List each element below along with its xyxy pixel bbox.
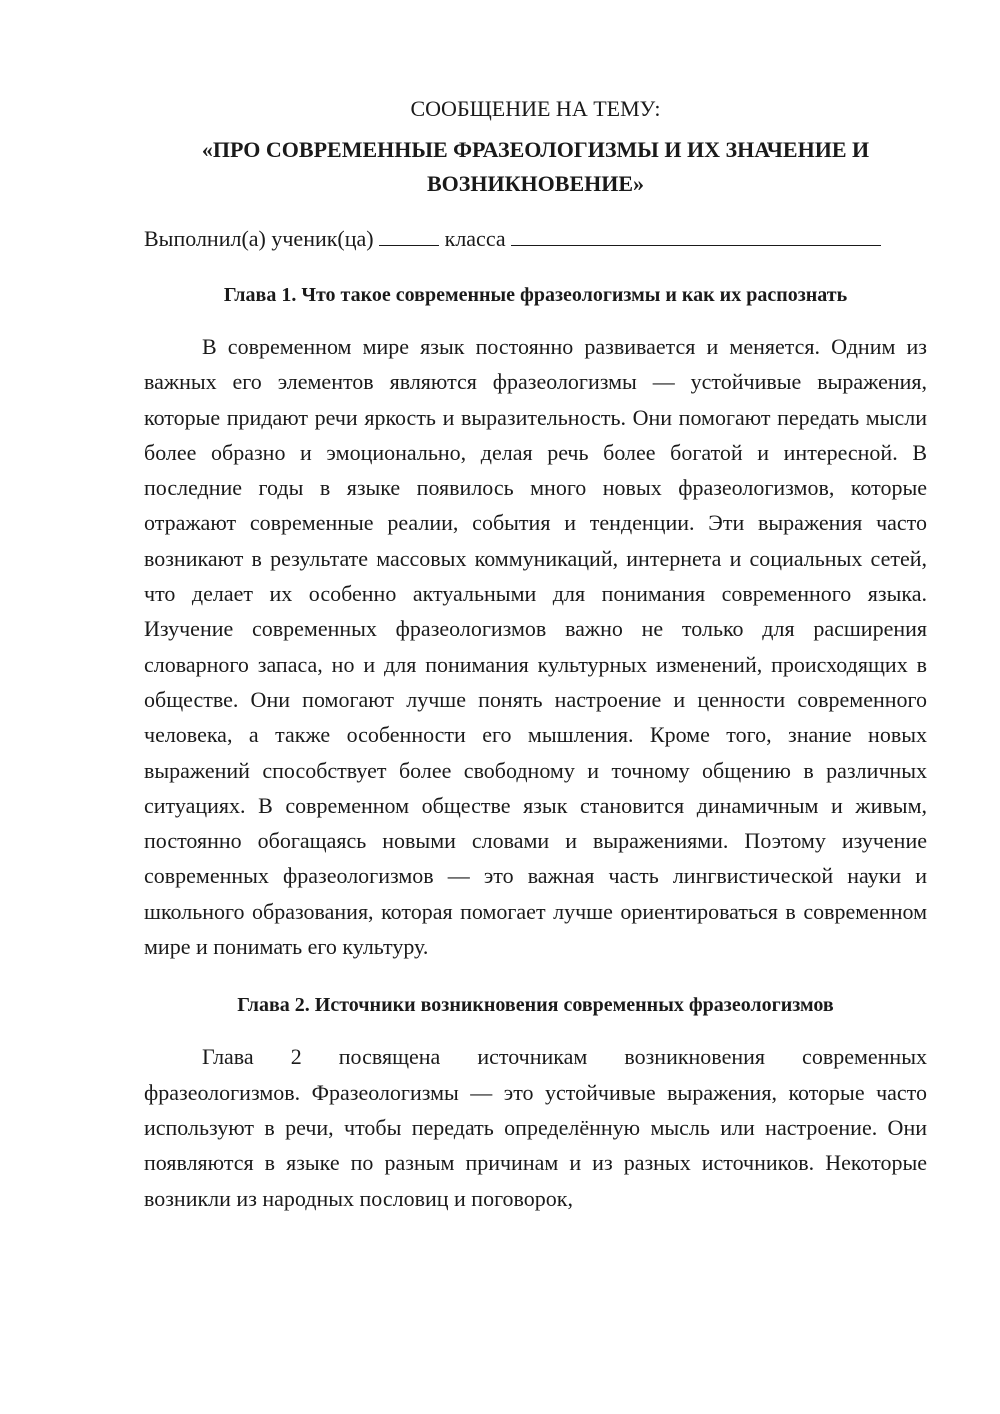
grade-word-label: класса bbox=[444, 226, 506, 251]
name-blank bbox=[511, 225, 881, 246]
performed-by-label: Выполнил(а) ученик(ца) bbox=[144, 226, 374, 251]
grade-blank bbox=[379, 225, 439, 246]
chapter-2-paragraph: Глава 2 посвящена источникам возникновения современных фразеологизмов. Фразеологизмы — это устойчивые выражения, которые часто используют в речи, чтобы передать определённую мысль или настроение. Они появляются в языке по разным причинам и из разных источников. Некоторые возникли из народных пословиц и поговорок, bbox=[144, 1044, 927, 1211]
chapter-2-heading: Глава 2. Источники возникновения современных фразеологизмов bbox=[237, 994, 834, 1017]
document-page bbox=[144, 92, 927, 1216]
chapter-1-heading: Глава 1. Что такое современные фразеологизмы и как их распознать bbox=[223, 284, 848, 306]
document-title: «ПРО СОВРЕМЕННЫЕ ФРАЗЕОЛОГИЗМЫ И ИХ ЗНАЧЕНИЕ И ВОЗНИКНОВЕНИЕ» bbox=[201, 137, 870, 196]
chapter-1-paragraph: В современном мире язык постоянно развивается и меняется. Одним из важных его элементов являются фразеологизмы — устойчивые выражения, которые придают речи яркость и выразительность. Они помогают передать мысли более образно и эмоционально, делая речь более богатой и интересной. В последние годы в языке появилось много новых фразеологизмов, которые отражают современные реалии, события и тенденции. Эти выражения часто возникают в результате массовых коммуникаций, интернета и социальных сетей, что делает их особенно актуальными для понимания современного языка. Изучение современных фразеологизмов важно не только для расширения словарного запаса, но и для понимания культурных изменений, происходящих в обществе. Они помогают лучше понять настроение и ценности современного человека, а также особенности его мышления. Кроме того, знание новых выражений способствует более свободному и точному общению в различных ситуациях. В современном обществе язык становится динамичным и живым, постоянно обогащаясь новыми словами и выражениями. Поэтому изучение современных фразеологизмов — это важная часть лингвистической науки и школьного образования, которая помогает лучше ориентироваться в современном мире и понимать его культуру. bbox=[144, 334, 927, 960]
author-line bbox=[144, 222, 927, 256]
document-label: СООБЩЕНИЕ НА ТЕМУ: bbox=[410, 96, 661, 121]
